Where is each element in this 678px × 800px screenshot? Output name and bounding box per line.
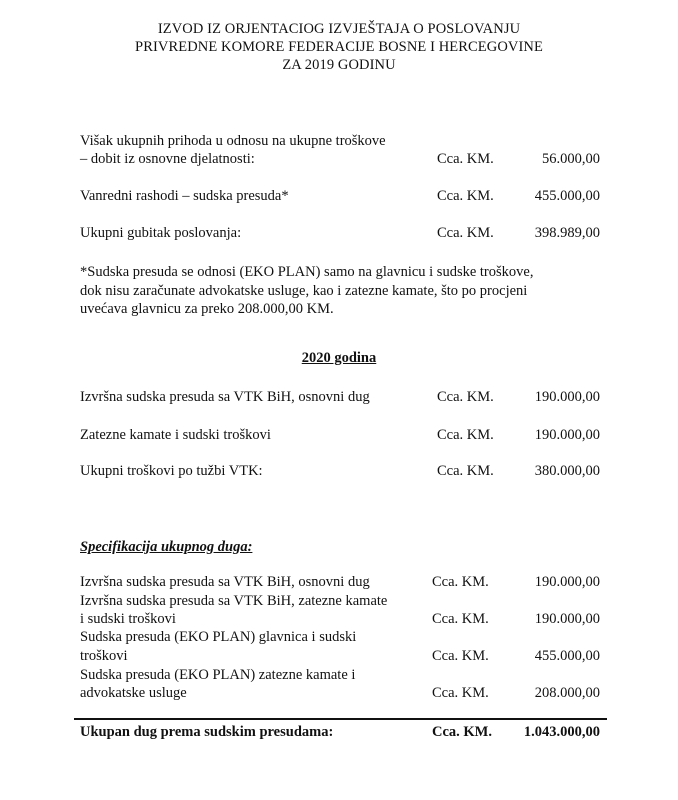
row-vtk-principal	[80, 389, 600, 408]
spec-row-vtk-interest	[80, 611, 600, 630]
row-amount: 208.000,00	[534, 685, 600, 701]
row-currency: Cca. KM.	[437, 188, 494, 204]
row-currency: Cca. KM.	[432, 574, 489, 590]
row-vtk-total	[80, 463, 600, 482]
document-header	[0, 20, 678, 74]
section-title-2020: 2020 godina	[301, 350, 377, 366]
row-amount: 380.000,00	[534, 463, 600, 479]
row-label: – dobit iz osnovne djelatnosti:	[80, 151, 255, 167]
spec-row-vtk-interest-line1	[80, 593, 600, 612]
row-amount: 455.000,00	[534, 648, 600, 664]
row-amount: 56.000,00	[542, 151, 600, 167]
row-vtk-interest	[80, 427, 600, 446]
row-label: Višak ukupnih prihoda u odnosu na ukupne troškove	[80, 133, 386, 149]
row-currency: Cca. KM.	[437, 427, 494, 443]
row-label: Sudska presuda (EKO PLAN) zatezne kamate i	[80, 667, 356, 683]
row-extraordinary-expenses	[80, 188, 600, 207]
row-label: advokatske usluge	[80, 685, 187, 701]
total-currency: Cca. KM.	[432, 724, 492, 740]
spec-row-ekoplan-interest-line1	[80, 667, 600, 686]
row-amount: 190.000,00	[534, 574, 600, 590]
footnote-line-3: uvećava glavnicu za preko 208.000,00 KM.	[80, 301, 334, 317]
row-amount: 455.000,00	[534, 188, 600, 204]
spec-row-ekoplan-principal-line1	[80, 629, 600, 648]
row-currency: Cca. KM.	[432, 611, 489, 627]
footnote	[80, 263, 600, 319]
spec-row-ekoplan-principal	[80, 648, 600, 667]
row-currency: Cca. KM.	[437, 151, 494, 167]
row-excess-income-line1	[80, 133, 600, 152]
row-amount: 190.000,00	[534, 389, 600, 405]
row-label: Ukupni troškovi po tužbi VTK:	[80, 463, 263, 479]
spec-row-total	[80, 724, 600, 743]
header-line-3: ZA 2019 GODINU	[282, 57, 396, 73]
row-label: Zatezne kamate i sudski troškovi	[80, 427, 271, 443]
total-label: Ukupan dug prema sudskim presudama:	[80, 724, 334, 740]
row-label: troškovi	[80, 648, 128, 664]
header-line-2: PRIVREDNE KOMORE FEDERACIJE BOSNE I HERCEGOVINE	[135, 39, 543, 55]
row-label: i sudski troškovi	[80, 611, 176, 627]
footnote-line-2: dok nisu zaračunate advokatske usluge, kao i zatezne kamate, što po procjeni	[80, 282, 528, 299]
row-amount: 190.000,00	[534, 611, 600, 627]
row-currency: Cca. KM.	[437, 225, 494, 241]
row-amount: 190.000,00	[534, 427, 600, 443]
header-line-1: IZVOD IZ ORJENTACIOG IZVJEŠTAJA O POSLOVANJU	[157, 21, 521, 37]
footnote-line-1: *Sudska presuda se odnosi (EKO PLAN) samo na glavnicu i sudske troškove,	[80, 264, 534, 280]
row-label: Izvršna sudska presuda sa VTK BiH, osnovni dug	[80, 389, 370, 405]
row-label: Sudska presuda (EKO PLAN) glavnica i sudski	[80, 629, 357, 645]
row-currency: Cca. KM.	[437, 389, 494, 405]
row-currency: Cca. KM.	[432, 685, 489, 701]
spec-row-vtk-principal	[80, 574, 600, 593]
row-currency: Cca. KM.	[437, 463, 494, 479]
row-total-loss	[80, 225, 600, 244]
total-amount: 1.043.000,00	[523, 724, 600, 740]
row-currency: Cca. KM.	[432, 648, 489, 664]
row-amount: 398.989,00	[534, 225, 600, 241]
total-divider	[74, 718, 607, 720]
specification-title: Specifikacija ukupnog duga:	[80, 539, 253, 555]
row-label: Izvršna sudska presuda sa VTK BiH, osnovni dug	[80, 574, 370, 590]
row-label: Ukupni gubitak poslovanja:	[80, 225, 242, 241]
row-label: Vanredni rashodi – sudska presuda*	[80, 188, 289, 204]
spec-row-ekoplan-interest	[80, 685, 600, 704]
row-label: Izvršna sudska presuda sa VTK BiH, zatezne kamate	[80, 593, 388, 609]
row-excess-income	[80, 151, 600, 170]
